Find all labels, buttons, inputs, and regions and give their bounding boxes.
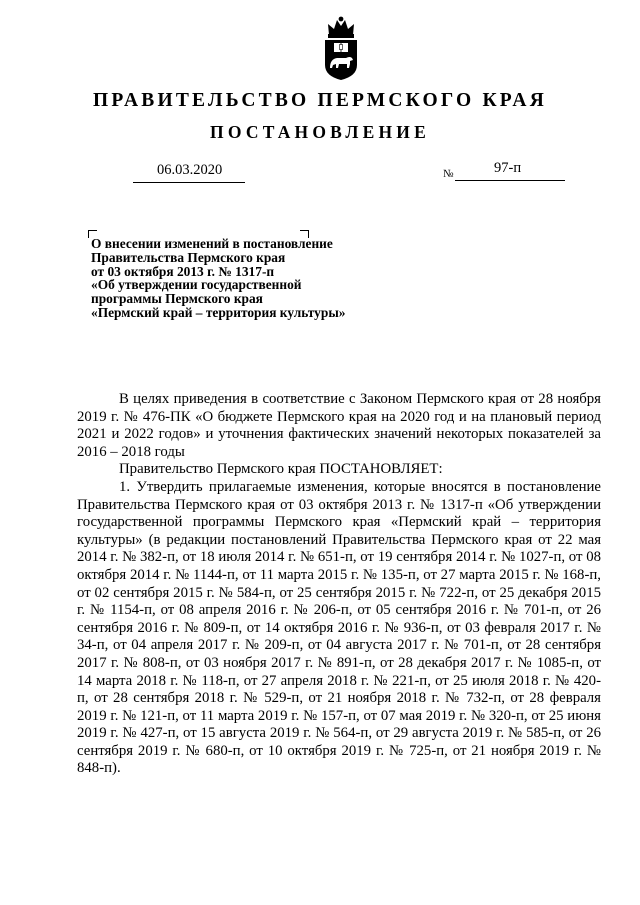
subject-line: «Пермский край – территория культуры» [91, 304, 346, 320]
number-underline [455, 180, 565, 181]
number-sign: № [443, 168, 454, 180]
document-number: 97-п [494, 160, 522, 176]
document-subject [91, 237, 401, 320]
subject-line: программы Пермского края [91, 291, 263, 307]
subject-line: Правительства Пермского края [91, 249, 286, 265]
preamble-paragraph: В целях приведения в соответствие с Законом Пермского края от 28 ноября 2019 г. № 476-ПК «О бюджете Пермского края на 2020 год и на плановый период 2021 и 2022 годов» и уточнения фактических значений некоторых показателей за 2016 – 2018 годы [77, 391, 601, 460]
item-1-paragraph: 1. Утвердить прилагаемые изменения, которые вносятся в постановление Правительства Пермского края от 03 октября 2013 г. № 1317-п «Об утверждении государственной программы Пермского края «Пермский край – территория культуры» (в редакции постановлений Правительства Пермского края от 22 мая 2014 г. № 382-п, от 18 июля 2014 г. № 651-п, от 19 сентября 2014 г. № 1027-п, от 08 октября 2014 г. № 1144-п, от 11 марта 2015 г. № 135-п, от 27 марта 2015 г. № 168-п, от 02 сентября 2015 г. № 584-п, от 25 сентября 2015 г. № 722-п, от 25 декабря 2015 г. № 1154-п, от 08 апреля 2016 г. № 206-п, от 05 сентября 2016 г. № 701-п, от 26 сентября 2016 г. № 809-п, от 14 октября 2016 г. № 936-п, от 03 февраля 2017 г. № 34-п, от 04 апреля 2017 г. № 209-п, от 04 августа 2017 г. № 701-п, от 28 сентября 2017 г. № 808-п, от 03 ноября 2017 г. № 891-п, от 28 декабря 2017 г. № 1085-п, от 14 марта 2018 г. № 118-п, от 27 апреля 2018 г. № 221-п, от 25 июля 2018 г. № 420-п, от 28 сентября 2018 г. № 529-п, от 21 ноября 2018 г. № 732-п, от 28 февраля 2019 г. № 121-п, от 11 марта 2019 г. № 157-п, от 07 мая 2019 г. № 320-п, от 25 июня 2019 г. № 427-п, от 15 августа 2019 г. № 564-п, от 29 августа 2019 г. № 585-п, от 26 сентября 2019 г. № 680-п, от 10 октября 2019 г. № 725-п, от 21 ноября 2019 г. № 848-п). [77, 478, 601, 777]
date-underline [133, 182, 245, 183]
resolution-statement: Правительство Пермского края ПОСТАНОВЛЯЕТ: [119, 461, 443, 478]
subject-line: от 03 октября 2013 г. № 1317-п [91, 263, 275, 279]
document-date: 06.03.2020 [157, 162, 223, 178]
subject-line: О внесении изменений в постановление [91, 236, 333, 251]
document-body [77, 391, 601, 778]
government-title: ПРАВИТЕЛЬСТВО ПЕРМСКОГО КРАЯ [93, 90, 547, 111]
document-type-title: ПОСТАНОВЛЕНИЕ [210, 122, 430, 142]
subject-line: «Об утверждении государственной [91, 277, 302, 293]
perm-krai-coat-of-arms-icon [321, 15, 361, 81]
